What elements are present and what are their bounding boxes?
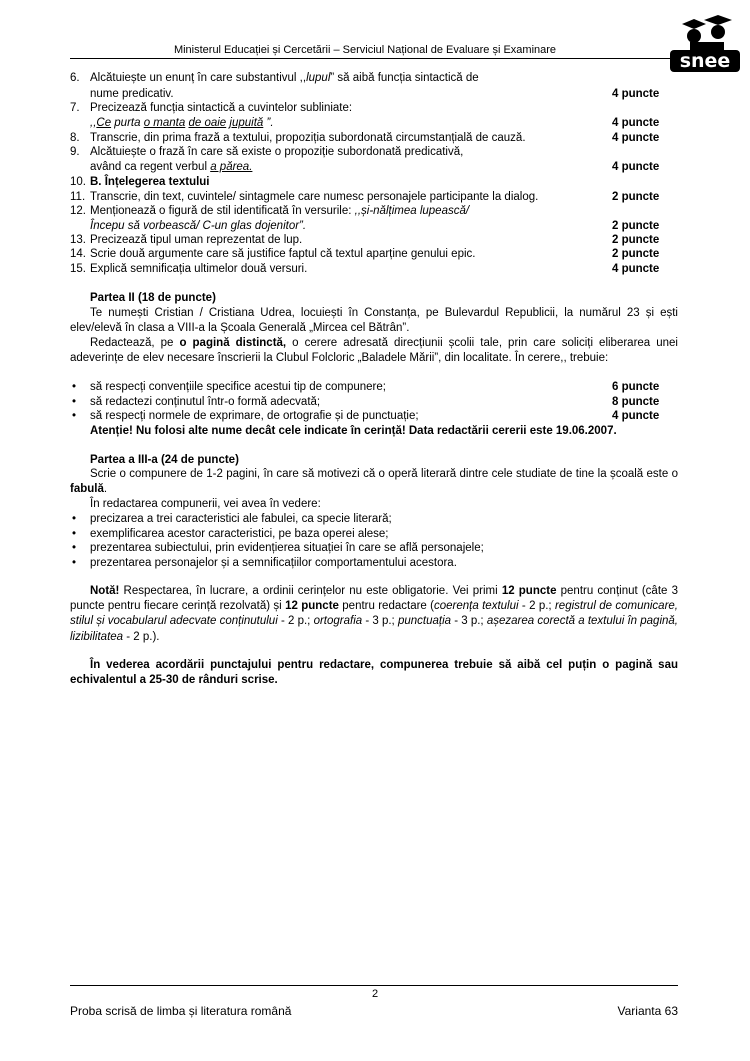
item-6-line2: nume predicativ. 4 puncte [90, 88, 660, 100]
item-7-line1: 7. Precizează funcția sintactică a cuvintelor subliniate: [70, 102, 353, 114]
footer-exam-name: Proba scrisă de limba și literatura română [70, 1004, 292, 1018]
part3-bullet: • precizarea a trei caracteristici ale fabulei, ca specie literară; [72, 513, 392, 525]
item-9-line1: 9. Alcătuiește o frază în care să existe o propoziție subordonată predicativă, [70, 146, 464, 158]
part3-final-requirement: În vederea acordării punctajului pentru redactare, compunerea trebuie să aibă cel puțin o pagină sau echivalentul a 25-30 de rânduri scrise. [70, 659, 678, 687]
bullet-icon: • [72, 557, 77, 569]
part2-bullet: • să respecți normele de exprimare, de ortografie și de punctuație; 4 puncte [72, 410, 660, 422]
points: 4 puncte [612, 88, 660, 100]
part3-bullet: • exemplificarea acestor caracteristici, pe baza operei alese; [72, 528, 389, 540]
item-13: 13. Precizează tipul uman reprezentat de lup. 2 puncte [70, 234, 660, 246]
bullet-icon: • [72, 396, 77, 408]
part3-bullet: • prezentarea subiectului, prin evidențierea situației în care se află personajele; [72, 542, 484, 554]
item-9-line2: având ca regent verbul a părea. 4 puncte [90, 161, 660, 173]
points: 2 puncte [612, 191, 660, 203]
item-10: 10. B. Înțelegerea textului [70, 176, 210, 188]
item-12-line2: Începu să vorbească/ C-un glas dojenitor”. 2 puncte [90, 220, 660, 232]
part3-title: Partea a III-a (24 de puncte) [90, 454, 239, 466]
item-15: 15. Explică semnificația ultimelor două versuri. 4 puncte [70, 263, 660, 275]
item-7-line2: ,,Ce purta o manta de oaie jupuită ”. 4 puncte [90, 117, 660, 129]
header-rule [70, 58, 678, 59]
part2-paragraph-2: Redactează, pe o pagină distinctă, o cerere adresată direcțiunii școlii tale, prin care soliciți eliberarea unei adeverințe de elev necesare înscrierii la Clubul Folcloric „Baladele Mării”, din localitate. În cerere,, trebuie: [70, 337, 678, 365]
bullet-icon: • [72, 513, 77, 525]
header-title: Ministerul Educației și Cercetării – Serviciul Național de Evaluare și Examinare [173, 44, 557, 56]
points: 2 puncte [612, 220, 660, 232]
part2-title: Partea II (18 de puncte) [90, 292, 216, 304]
points: 4 puncte [612, 263, 660, 275]
item-6-line1: 6. Alcătuiește un enunț în care substantivul ,,lupul” să aibă funcția sintactică de [70, 72, 479, 84]
item-8: 8. Transcrie, din prima frază a textului, propoziția subordonată circumstanțială de cauză. 4 puncte [70, 132, 660, 144]
graduates-icon [664, 14, 744, 54]
part2-paragraph-1: Te numești Cristian / Cristiana Udrea, locuiești în Constanța, pe Bulevardul Republicii, la numărul 23 și ești elev/elevă în clasa a VIII-a la Școala Generală „Mircea cel Bătrân”. [70, 307, 678, 335]
part3-note: Notă! Respectarea, în lucrare, a ordinii cerințelor nu este obligatorie. Vei primi 12 puncte pentru conținut (câte 3 puncte pentru fiecare cerință rezolvată) și 12 puncte pentru redactare (coerența textului - 2 p.; registrul de comunicare, stilul și vocabularul adecvate conținutului - 2 p.; ortografia - 3 p.; punctuația - 3 p.; așezarea corectă a textului în pagină, lizibilitatea - 2 p.). [70, 585, 679, 643]
page-number: 2 [371, 988, 379, 1000]
points: 4 puncte [612, 132, 660, 144]
part2-warning: Atenție! Nu folosi alte nume decât cele indicate în cerință! Data redactării cererii este 19.06.2007. [90, 425, 617, 437]
bullet-icon: • [72, 381, 77, 393]
part2-bullet: • să respecți convențiile specifice acestui tip de compunere; 6 puncte [72, 381, 660, 393]
part3-paragraph-2: În redactarea compunerii, vei avea în vedere: [90, 498, 321, 510]
footer-rule [70, 985, 678, 986]
points: 2 puncte [612, 248, 660, 260]
item-11: 11. Transcrie, din text, cuvintele/ sintagmele care numesc personajele participante la dialog. 2 puncte [70, 191, 660, 203]
part3-bullet: • prezentarea personajelor și a semnificațiilor comportamentului acestora. [72, 557, 457, 569]
bullet-icon: • [72, 528, 77, 540]
points: 2 puncte [612, 234, 660, 246]
section-heading: B. Înțelegerea textului [90, 176, 210, 188]
part2-bullet: • să redactezi conținutul într-o formă adecvată; 8 puncte [72, 396, 660, 408]
points: 4 puncte [612, 161, 660, 173]
bullet-icon: • [72, 542, 77, 554]
footer-variant: Varianta 63 [617, 1004, 678, 1018]
item-14: 14. Scrie două argumente care să justifice faptul că textul aparține genului epic. 2 puncte [70, 248, 660, 260]
item-12-line1: 12. Menționează o figură de stil identificată în versurile: ,,și-nălțimea lupească/ [70, 205, 470, 217]
part3-paragraph-1: Scrie o compunere de 1-2 pagini, în care să motivezi că o operă literară dintre cele studiate de tine la școală este o fabulă. [70, 468, 678, 496]
snee-logo [664, 14, 744, 76]
points: 4 puncte [612, 117, 660, 129]
bullet-icon: • [72, 410, 77, 422]
logo-text: snee [670, 50, 740, 72]
